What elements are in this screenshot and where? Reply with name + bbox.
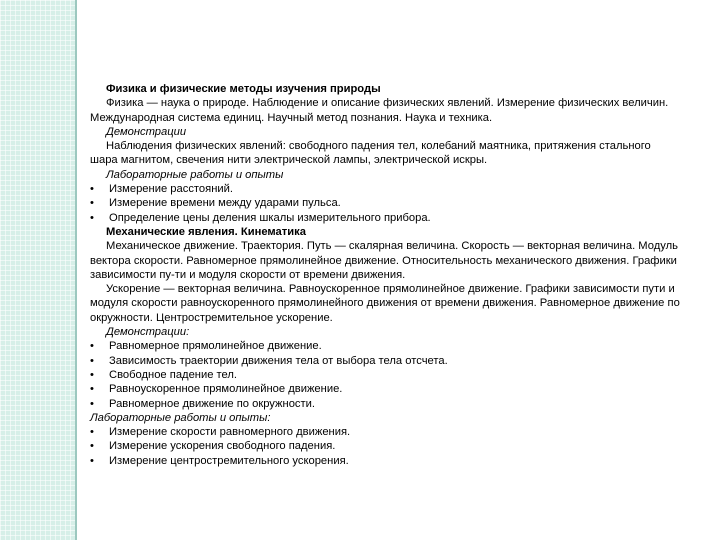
bullet-icon: • [90,211,94,224]
section2-labs-heading: Лабораторные работы и опыты: [90,411,271,424]
list-item: • Измерение скорости равномерного движения. [90,426,351,439]
list-item: • Равноускоренное прямолинейное движение. [90,383,343,396]
bullet-icon: • [90,354,94,367]
list-item: • Измерение времени между ударами пульса. [90,197,341,210]
section1-labs-heading: Лабораторные работы и опыты [106,168,284,181]
section2-demo-heading: Демонстрации: [106,326,190,339]
list-item: • Равномерное движение по окружности. [90,397,315,410]
bullet-icon: • [90,454,94,467]
bullet-icon: • [90,426,94,439]
bullet-icon: • [90,383,94,396]
list-item: • Определение цены деления шкалы измерительного прибора. [90,211,431,224]
bullet-icon: • [90,340,94,353]
decorative-side-strip [0,0,75,540]
list-item: • Измерение расстояний. [90,183,233,196]
list-item: • Равномерное прямолинейное движение. [90,340,322,353]
section1-demo-heading: Демонстрации [106,125,187,138]
list-item: • Измерение центростремительного ускорения. [90,454,349,467]
list-item: • Зависимость траектории движения тела от выбора тела отсчета. [90,354,448,367]
bullet-icon: • [90,440,94,453]
section2-para2: Ускорение — векторная величина. Равноускоренное прямолинейное движение. Графики зависимости пути и модуля скорости равноускоренного прямолинейного движения от времени движения. Равномерное движение по окружности. Центростремительное ускорение. [90,283,680,324]
section2-title: Механические явления. Кинематика [106,225,306,238]
section2-para1: Механическое движение. Траектория. Путь — скалярная величина. Скорость — векторная величина. Модуль вектора скорости. Равномерное прямолинейное движение. Относительность механического движения. Графики зависимости пу-ти и модуля скорости от времени движения. [90,240,678,281]
section1-title: Физика и физические методы изучения природы [106,83,381,95]
list-item: • Свободное падение тел. [90,368,238,381]
bullet-icon: • [90,183,94,196]
bullet-icon: • [90,368,94,381]
side-divider-line [75,0,77,540]
bullet-icon: • [90,197,94,210]
section1-intro: Физика — наука о природе. Наблюдение и описание физических явлений. Измерение физических величин. Международная система единиц. Научный метод познания. Наука и техника. [90,97,669,124]
document-body [90,82,680,468]
bullet-icon: • [90,397,94,410]
list-item: • Измерение ускорения свободного падения. [90,440,336,453]
section1-demo-text: Наблюдения физических явлений: свободного падения тел, колебаний маятника, притяжения стального шара магнитом, свечения нити электрической лампы, электрической искры. [90,140,651,167]
